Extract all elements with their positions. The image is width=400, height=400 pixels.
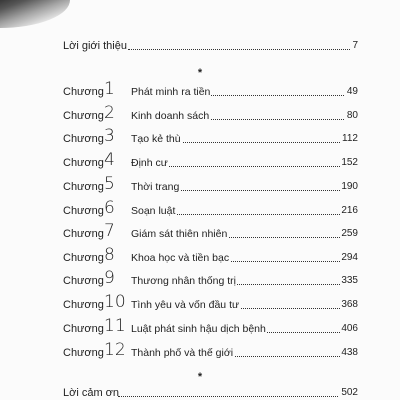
toc-chapter-row[interactable] [0,126,400,149]
chapter-page: 152 [340,153,358,173]
chapter-title: Soạn luật [131,201,176,221]
chapter-title: Giám sát thiên nhiên [131,224,228,244]
chapter-page: 49 [346,82,358,102]
chapter-number: 7 [104,221,115,241]
toc-intro-page: 7 [352,40,358,51]
chapter-number: 3 [104,126,115,146]
chapter-page: 406 [340,319,358,339]
dot-leader [118,396,338,397]
chapter-page: 259 [340,224,358,244]
chapter-number: 8 [104,245,115,265]
chapter-title: Định cư [131,153,169,173]
toc-chapter-row[interactable] [0,150,400,173]
chapter-number: 6 [104,198,115,218]
toc-chapter-row[interactable] [0,245,400,268]
chapter-title: Thành phố và thế giới [131,343,234,363]
toc-chapter-row[interactable] [0,221,400,244]
chapter-page: 80 [346,106,358,126]
chapter-page: 112 [341,129,358,149]
chapter-page: 335 [340,271,358,291]
chapter-page: 368 [340,295,358,315]
chapter-page: 190 [340,177,358,197]
toc-chapter-row[interactable] [0,292,400,315]
chapter-label: Chương [63,181,104,193]
chapter-label: Chương [63,299,104,311]
chapter-label: Chương [63,228,104,240]
toc-outro-page: 502 [341,387,358,398]
chapter-number: 9 [104,268,115,288]
chapter-number: 2 [104,103,115,123]
chapter-label: Chương [63,323,104,335]
chapter-label: Chương [63,157,104,169]
toc-chapter-row[interactable] [0,198,400,221]
chapter-page: 438 [340,343,358,363]
toc-chapter-row[interactable] [0,79,400,102]
chapter-number: 1 [104,79,115,99]
chapter-number: 10 [104,292,126,312]
chapter-number: 12 [104,340,126,360]
chapter-number: 4 [104,150,115,170]
section-separator: * [197,371,203,383]
toc-chapter-row[interactable] [0,268,400,291]
toc-chapter-row[interactable] [0,316,400,339]
section-separator: * [197,67,203,79]
page-corner-shadow [0,0,70,28]
toc-chapter-row[interactable] [0,174,400,197]
chapter-title: Tình yêu và vốn đầu tư [131,295,240,315]
toc-chapter-row[interactable] [0,340,400,363]
chapter-title: Tạo kẻ thù [131,129,182,149]
chapter-title: Thương nhân thống trị [131,271,237,291]
toc-chapter-row[interactable] [0,103,400,126]
chapter-title: Thời trang [131,177,180,197]
chapter-title: Kinh doanh sách [131,106,210,126]
chapter-number: 11 [104,316,126,336]
chapter-label: Chương [63,275,104,287]
toc-intro-title: Lời giới thiệu [63,40,127,52]
chapter-label: Chương [63,252,104,264]
toc-outro-row[interactable] [0,383,400,400]
chapter-label: Chương [63,133,104,145]
chapter-title: Luật phát sinh hậu dịch bệnh [131,319,267,339]
toc-intro-row[interactable] [0,36,400,56]
chapter-label: Chương [63,347,104,359]
chapter-title: Khoa học và tiền bạc [131,248,230,268]
chapter-label: Chương [63,110,104,122]
chapter-label: Chương [63,205,104,217]
chapter-number: 5 [104,174,115,194]
dot-leader [128,49,350,50]
chapter-title: Phát minh ra tiền [131,82,211,102]
chapter-page: 294 [340,248,358,268]
chapter-label: Chương [63,86,104,98]
chapter-page: 216 [340,201,358,221]
toc-outro-title: Lời cảm ơn [63,387,119,399]
